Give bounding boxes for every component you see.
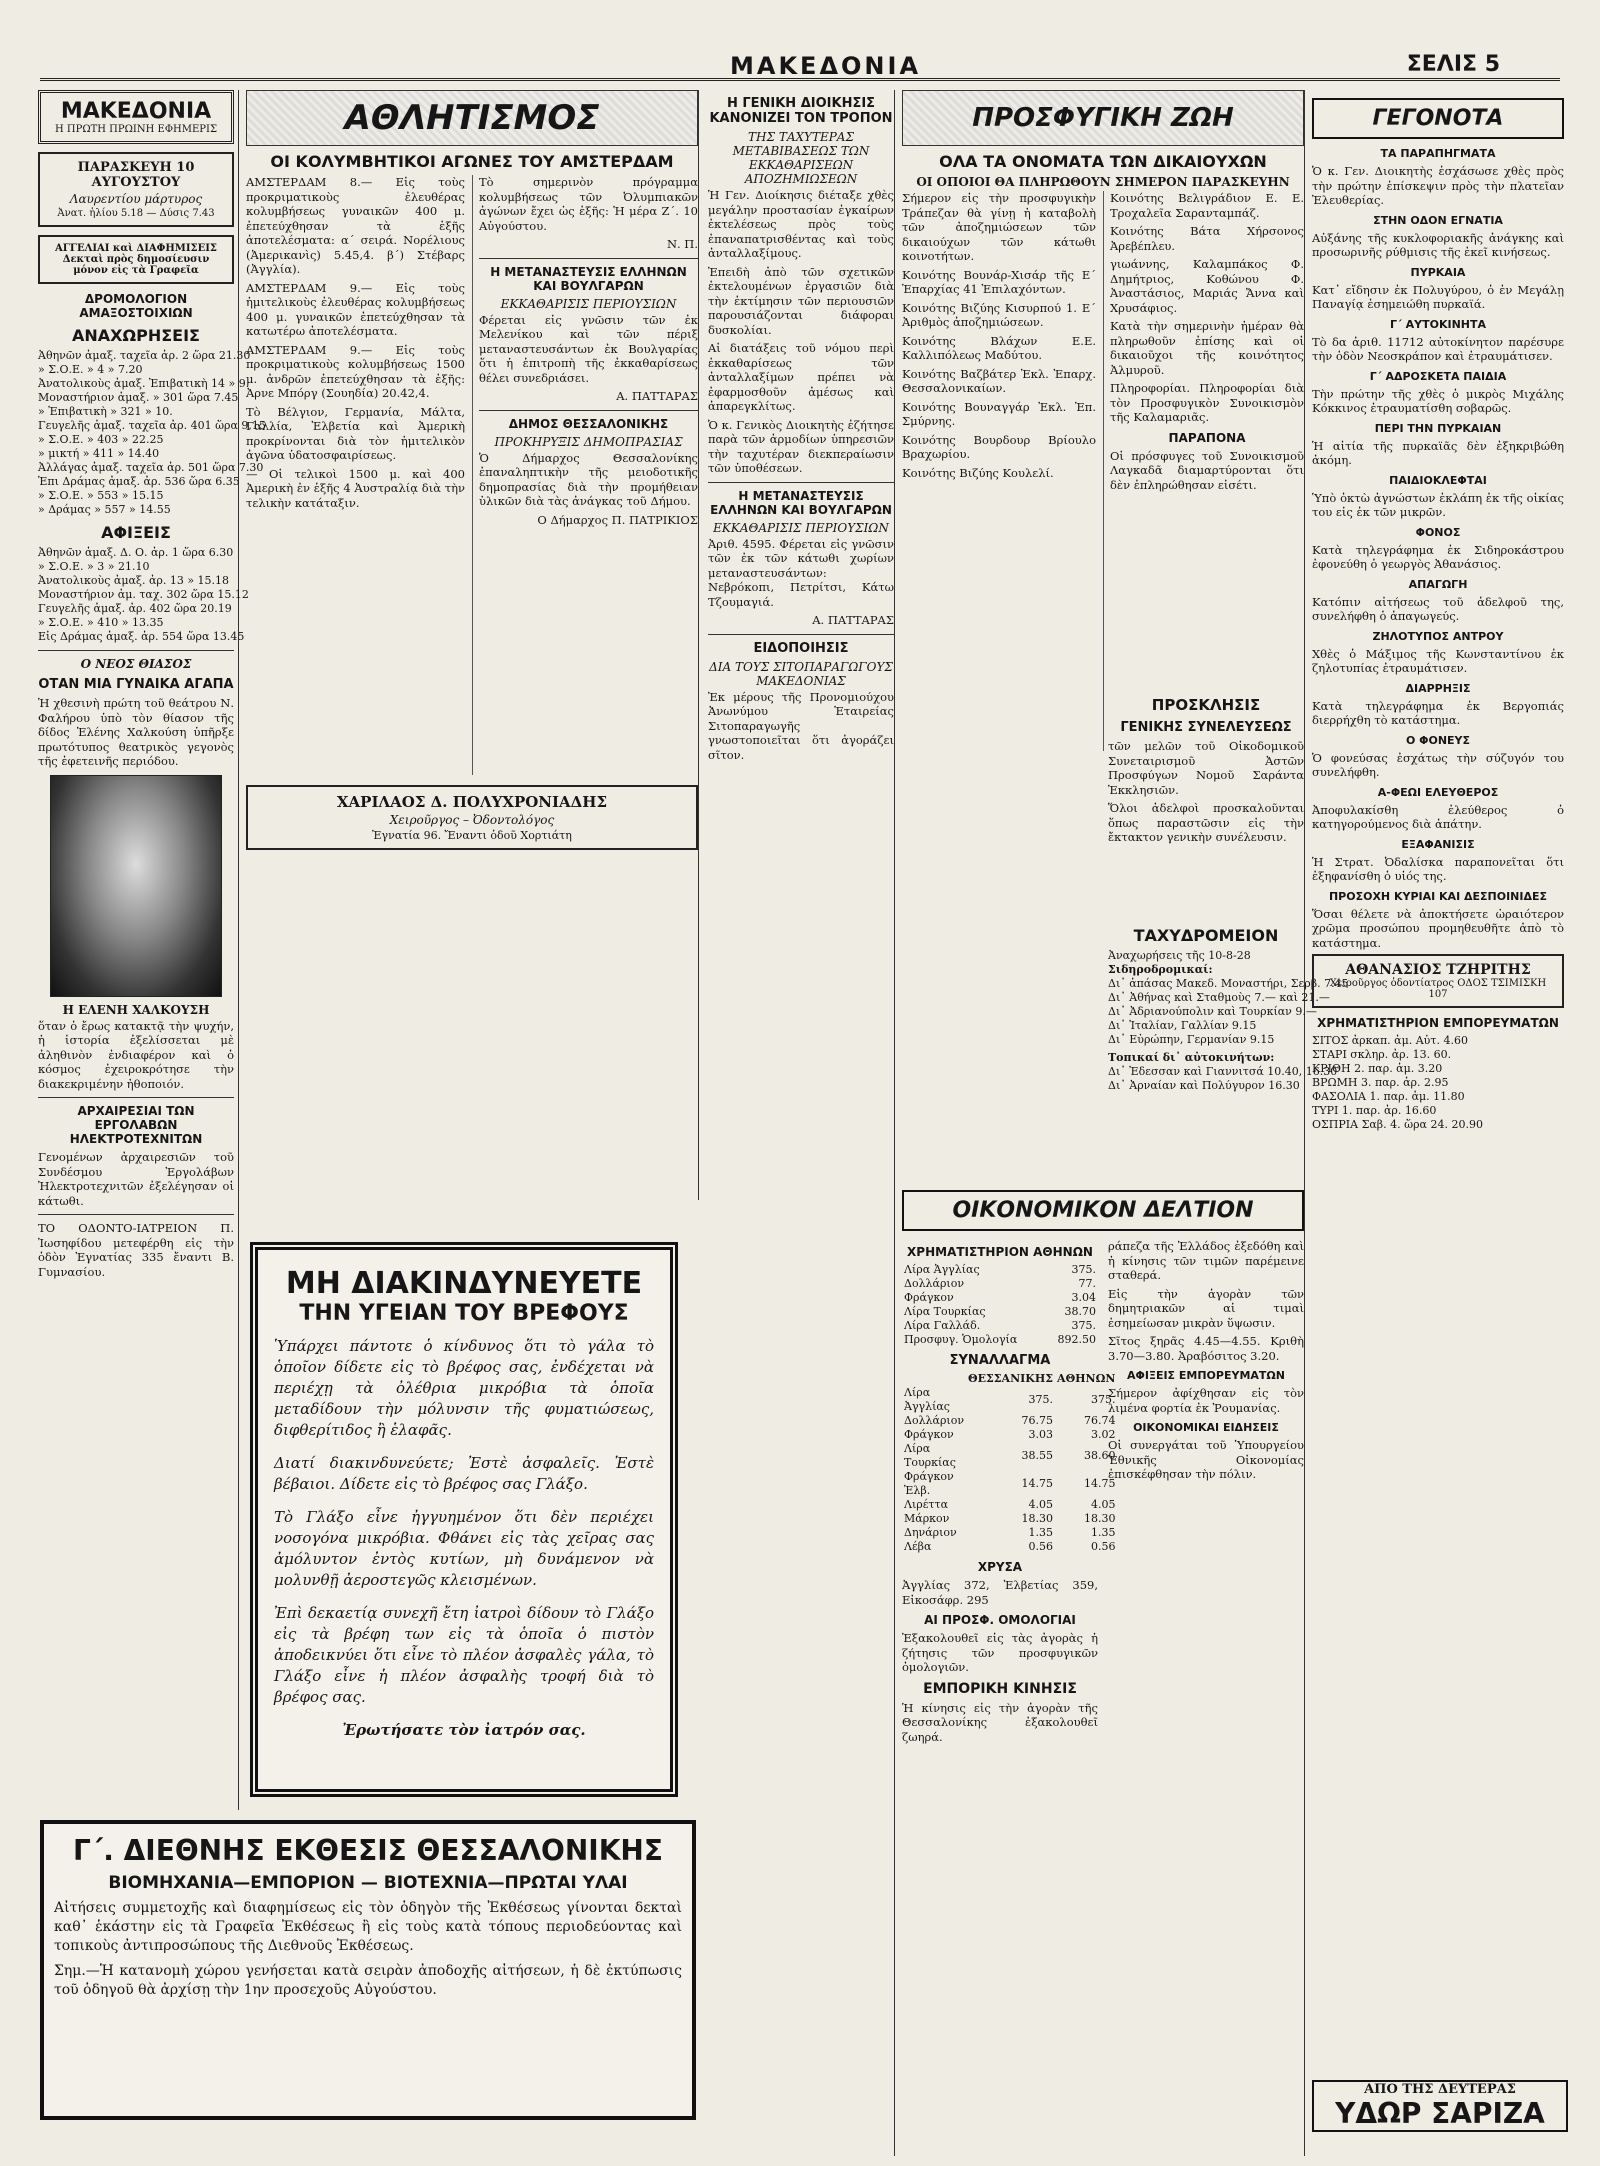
refugee-paragraph: Κοινότης Βιζύης Κουλελί. (902, 465, 1054, 480)
refugee-paragraph: Κοινότης Βουνάρ-Χισάρ τῆς Ε΄ Ἐπαρχίας 41 Ἐπιλαχόντων. (902, 267, 1096, 296)
exchange-row-cell: 38.60 (1083, 1449, 1116, 1462)
event-heading: ΠΑΙΔΙΟΚΛΕΦΤΑΙ (1389, 473, 1487, 487)
fx-row-cell: 38.70 (1064, 1305, 1096, 1318)
departure-line: Ἀθηνῶν ἀμαξ. ταχεῖα ἀρ. 2 ὥρα 21.30 (38, 349, 251, 362)
departure-line: » Δράμας » 557 » 14.55 (38, 503, 171, 516)
ad-title: ΜΗ ΔΙΑΚΙΝΔΥΝΕΥΕΤΕ (285, 1266, 643, 1301)
admin-paragraph: Ἐπειδὴ ἀπὸ τῶν σχετικῶν ἐκτελουμένων ἐργασιῶν διὰ τὴν ἐκτίμησιν τῶν περιουσιῶν παρουσιάζονται διάφοραι δυσκολίαι. (708, 264, 894, 337)
events-list (1312, 147, 1564, 884)
arrival-line: Εἰς Δράμας ἀμαξ. ἀρ. 554 ὥρα 13.45 (38, 630, 245, 643)
refugee-paragraph: Κοινότης Βελιγράδιον Ε. Ε. Τροχαλεῖα Σαρανταμπάζ. (1110, 191, 1304, 220)
exchange-row-cell: 0.56 (1090, 1540, 1116, 1553)
exchange-row (902, 1512, 1117, 1526)
departure-line: » Σ.Ο.Ε. » 403 » 22.25 (38, 433, 164, 446)
event-heading: ΣΤΗΝ ΟΔΟΝ ΕΓΝΑΤΙΑ (1373, 213, 1503, 227)
complaints-text: Οἱ πρόσφυγες τοῦ Συνοικισμοῦ Λαγκαδᾶ διαμαρτύρονται ὅτι δὲν ἐπληρώθησαν εἰσέτι. (1110, 448, 1304, 492)
water-ad-small: ΑΠΟ ΤΗΣ ΔΕΥΤΕΡΑΣ (1364, 2082, 1516, 2097)
ladies-title: ΠΡΟΣΟΧΗ ΚΥΡΙΑΙ ΚΑΙ ΔΕΣΠΟΙΝΙΔΕΣ (1328, 889, 1548, 903)
post-office-block (1108, 920, 1349, 1093)
post-line: Δι᾽ Εὐρώπην, Γερμανίαν 9.15 (1108, 1033, 1275, 1046)
economic-bulletin (902, 1182, 1304, 1748)
fx-title: ΧΡΗΜΑΤΙΣΤΗΡΙΟΝ ΑΘΗΝΩΝ (907, 1245, 1093, 1259)
departure-line: Ἐπι Δράμας ἀμαξ. ἀρ. 536 ὥρα 6.35 (38, 475, 240, 488)
expo-subtitle: ΒΙΟΜΗΧΑΝΙΑ—ΕΜΠΟΡΙΟΝ — ΒΙΟΤΕΧΝΙΑ—ΠΡΩΤΑΙ ΥΛΑΙ (108, 1873, 628, 1893)
sports-banner: ΑΘΛΗΤΙΣΜΟΣ (246, 90, 698, 146)
sports-paragraph: — Οἱ τελικοὶ 1500 μ. καὶ 400 Ἀμερικὴ ἐν ἑξῆς 4 Ἀυστραλίᾳ διὰ τὴν τελικὴν κατάταξιν. (246, 466, 465, 510)
event-text: Ἡ αἰτία τῆς πυρκαϊᾶς δὲν ἐξηκριβώθη ἀκόμη. (1312, 438, 1564, 467)
exchange-row-cell: 375. (1090, 1393, 1116, 1406)
fx-row-cell: Προσφυγ. Ὁμολογία (904, 1333, 1018, 1346)
notice-subtitle: ΔΙΑ ΤΟΥΣ ΣΙΤΟΠΑΡΑΓΩΓΟΥΣ ΜΑΚΕΔΟΝΙΑΣ (709, 659, 893, 688)
departure-line: Γευγελῆς ἀμαξ. ταχεῖα ἀρ. 401 ὥρα 9.15 (38, 419, 266, 432)
departure-line: Μοναστήριον ἀμαξ. » 301 ὥρα 7.45 (38, 391, 239, 404)
exchange-row-cell: Λιρέττα (904, 1498, 949, 1511)
economic-paragraph: Εἰς τὴν ἀγορὰν τῶν δημητριακῶν αἱ τιμαὶ ἐσημείωσαν μικρὰν ὕψωσιν. (1108, 1286, 1304, 1330)
doctor-description: Χειροῦργος – Ὀδοντολόγος (389, 813, 555, 827)
ad-paragraph: Ὑπάρχει πάντοτε ὁ κίνδυνος ὅτι τὸ γάλα τὸ ὁποῖον δίδετε εἰς τὸ βρέφος σας, ἐνδέχεται νὰ περιέχῃ τὰ ὀλέθρια μικρόβια τὰ ὁποῖα μεταδίδουν τὴν μόλυνσιν τῆς φυματιώσεως, διφθερίτιδος ἢ ἑλαφᾶς. (274, 1337, 654, 1439)
water-ad-big: ΥΔΩΡ ΣΑΡΙΖΑ (1335, 2097, 1545, 2130)
dentist-info: Χειροῦργος ὀδοντίατρος ΟΔΟΣ ΤΣΙΜΙΣΚΗ 107 (1329, 978, 1547, 1000)
arrivals-list (38, 546, 249, 644)
arrivals-heading: ΑΦΙΞΕΙΣ (101, 523, 171, 542)
fx-row (902, 1263, 1098, 1277)
imports-text: Σήμερον ἀφίχθησαν εἰς τὸν λιμένα φορτία ἐκ Ῥουμανίας. (1108, 1386, 1304, 1415)
post-title: ΤΑΧΥΔΡΟΜΕΙΟΝ (1133, 926, 1279, 945)
exchange-row-cell: Φράγκον Ἐλβ. (904, 1470, 954, 1497)
ads-note: ΑΓΓΕΛΙΑΙ καὶ ΔΙΑΦΗΜΙΣΕΙΣ Δεκταὶ πρὸς δημοσίευσιν μόνον εἰς τὰ Γραφεῖα (38, 235, 234, 284)
departure-line: Ἀνατολικοὺς ἀμαξ. Ἐπιβατικὴ 14 » 9. (38, 377, 250, 390)
exchange2-title: Η ΜΕΤΑΝΑΣΤΕΥΣΙΣ ΕΛΛΗΝΩΝ ΚΑΙ ΒΟΥΛΓΑΡΩΝ (710, 488, 892, 517)
column-4 (902, 90, 1349, 2156)
event-heading: ΠΕΡΙ ΤΗΝ ΠΥΡΚΑΙΑΝ (1374, 421, 1502, 435)
bonds-text: Ἐξακολουθεῖ εἰς τὰς ἀγορὰς ἡ ζήτησις τῶν προσφυγικῶν ὁμολογιῶν. (902, 1631, 1098, 1674)
exchange-row-cell: 38.55 (1021, 1449, 1054, 1462)
event-text: Αὐξάνης τῆς κυκλοφοριακῆς ἀνάγκης καὶ προσωρινῆς ρύθμισις τῆς ἐκεῖ κινήσεως. (1312, 230, 1564, 259)
event-heading: ΦΟΝΟΣ (1415, 525, 1461, 539)
post-line: Δι᾽ Ἀδριανούπολιν καὶ Τουρκίαν 9.— (1108, 1005, 1317, 1018)
fx-row (902, 1305, 1098, 1319)
admin-paragraph: Αἱ διατάξεις τοῦ νόμου περὶ ἐκκαθαρίσεως τῶν ἀνταλλαξίμων πρέπει νὰ ἐφαρμοσθοῦν ἀμέσως καὶ ἀπαρεγκλίτως. (708, 341, 894, 413)
departure-line: Ἀλλάγας ἀμαξ. ταχεῖα ἀρ. 501 ὥρα 7.30 (38, 461, 264, 474)
refugee-title: ΟΛΑ ΤΑ ΟΝΟΜΑΤΑ ΤΩΝ ΔΙΚΑΙΟΥΧΩΝ (939, 152, 1267, 171)
exchange-row-cell: 375. (1028, 1393, 1054, 1406)
exchange-row-cell: 1.35 (1028, 1526, 1054, 1539)
logo-title: ΜΑΚΕΔΟΝΙΑ (60, 99, 212, 124)
fx-row-cell: 375. (1071, 1319, 1096, 1332)
invitation-subtitle: ΓΕΝΙΚΗΣ ΣΥΝΕΛΕΥΣΕΩΣ (1120, 720, 1292, 735)
departure-line: » μικτή » 411 » 14.40 (38, 447, 160, 460)
admin-title: Η ΓΕΝΙΚΗ ΔΙΟΙΚΗΣΙΣ ΚΑΝΟΝΙΖΕΙ ΤΟΝ ΤΡΟΠΟΝ (709, 96, 893, 126)
exchange-row-cell: Λίρα Ἀγγλίας (904, 1386, 950, 1413)
refugee-paragraph: Κοινότης Βουναγγάρ Ἐκλ. Ἐπ. Σμύρνης. (902, 399, 1096, 428)
admin-paragraph: Ὁ κ. Γενικὸς Διοικητὴς ἐζήτησε παρὰ τῶν ἁρμοδίων ὑπηρεσιῶν τὴν ταχυτέραν διεκπεραίωσιν τῶν ὑποθέσεων. (708, 417, 894, 475)
market-line: ΤΥΡΙ 1. παρ. ἀρ. 16.60 (1312, 1104, 1437, 1117)
fx-row-cell: 375. (1071, 1263, 1096, 1276)
dentist-ad (1312, 954, 1564, 1008)
notice-text: Ἐκ μέρους τῆς Προνομιούχου Ἀνωνύμου Ἑταιρείας Σιτοπαραγωγῆς γνωστοποιεῖται ὅτι ἀγοράζει σῖτον. (708, 689, 894, 762)
refugee-paragraph: Κοινότης Βαζβάτερ Ἐκλ. Ἐπαρχ. Θεσσαλονικαίων. (902, 366, 1096, 395)
post-date: Ἀναχωρήσεις τῆς 10-8-28 (1108, 949, 1251, 962)
theatre-text-continued: ὅταν ὁ ἔρως κατακτᾷ τὴν ψυχήν, ἡ ἱστορία ἐξελίσσεται μὲ ἀληθινὸν ἐνδιαφέρον καὶ ὁ κόσμος ἐχειροκρότησε τὴν διακεκριμένην ἠθοποιόν. (38, 1018, 234, 1091)
exchange-row-cell: Φράγκον (904, 1428, 954, 1441)
auto-line: Δι᾽ Ἀρναίαν καὶ Πολύγυρον 16.30 (1108, 1079, 1300, 1092)
theatre-text: Ἡ χθεσινὴ πρώτη τοῦ θεάτρου Ν. Φαλήρου ὑπὸ τὸν θίασον τῆς δίδος Ἑλένης Χαλκούση ὑπῆρξε πρωτότυπος θεατρικὸς γεγονὸς τῆς ἐφετεινῆς περιόδου. (38, 696, 234, 768)
exchange-row-cell: 18.30 (1021, 1512, 1054, 1525)
exchange-row (902, 1442, 1117, 1470)
exchange-subtitle: ΕΚΚΑΘΑΡΙΣΙΣ ΠΕΡΙΟΥΣΙΩΝ (500, 296, 677, 311)
exchange2-subtitle: ΕΚΚΑΘΑΡΙΣΙΣ ΠΕΡΙΟΥΣΙΩΝ (713, 520, 889, 535)
arrival-line: Ἀνατολικοὺς ἀμαξ. ἀρ. 13 » 15.18 (38, 574, 230, 587)
market-line: ΣΙΤΟΣ ἀρκαπ. ἀμ. Αὐτ. 4.60 (1312, 1034, 1468, 1047)
refugee-article (902, 191, 1304, 751)
fx-row-cell: 77. (1078, 1277, 1096, 1290)
event-text: Κατὰ τηλεγράφημα ἐκ Σιδηροκάστρου ἐφονεύθη ὁ γεωργὸς Ἀθανάσιος. (1312, 542, 1564, 571)
arrival-line: » Σ.Ο.Ε. » 3 » 21.10 (38, 560, 150, 573)
departure-line: » Ἐπιβατικὴ » 321 » 10. (38, 405, 173, 418)
bonds-title: ΑΙ ΠΡΟΣΦ. ΟΜΟΛΟΓΙΑΙ (924, 1613, 1076, 1627)
gold-text: Ἀγγλίας 372, Ἐλβετίας 359, Εἰκοσάφρ. 295 (902, 1578, 1098, 1607)
market-line: ΒΡΩΜΗ 3. παρ. ἀρ. 2.95 (1312, 1076, 1449, 1089)
departure-line: » Σ.Ο.Ε. » 553 » 15.15 (38, 489, 164, 502)
sports-paragraph: Τὸ Βέλγιον, Γερμανία, Μάλτα, Γαλλία, Ἐλβετία καὶ Ἀμερικὴ προκρίνονται διὰ τὸν ἡμιτελικὸν ἀγῶνα ὑδατοσφαιρίσεως. (246, 404, 465, 462)
auto-title: Τοπικαί δι᾽ αὐτοκινήτων: (1108, 1051, 1275, 1064)
event-text: Χθὲς ὁ Μάξιμος τῆς Κωνσταντίνου ἐκ ζηλοτυπίας ἐτραυμάτισεν. (1312, 646, 1564, 675)
trade-text: Ἡ κίνησις εἰς τὴν ἀγορὰν τῆς Θεσσαλονίκης ἐξακολουθεῖ ζωηρά. (902, 1700, 1098, 1744)
fx-row-cell: Δολλάριον (904, 1277, 965, 1290)
arrival-line: » Σ.Ο.Ε. » 410 » 13.35 (38, 616, 164, 629)
municipal-subtitle: ΠΡΟΚΗΡΥΞΙΣ ΔΗΜΟΠΡΑΣΙΑΣ (494, 434, 683, 449)
market-list (1312, 1034, 1564, 1132)
municipal-title: ΔΗΜΟΣ ΘΕΣΣΑΛΟΝΙΚΗΣ (508, 416, 669, 431)
exchange-row-cell: 14.75 (1021, 1477, 1054, 1490)
elections-text: Γενομένων ἀρχαιρεσιῶν τοῦ Συνδέσμου Ἐργολάβων Ἠλεκτροτεχνιτῶν ἐξελέγησαν οἱ κάτωθι. (38, 1150, 234, 1208)
fx-row-cell: 892.50 (1057, 1333, 1096, 1346)
ad-closing: Ἐρωτήσατε τὸν ἰατρόν σας. (342, 1721, 586, 1739)
event-text: Κατ᾽ εἴδησιν ἐκ Πολυγύρου, ὁ ἐν Μεγάλῃ Παναγίᾳ ἐσημειώθη πυρκαϊά. (1312, 282, 1564, 311)
exchange-text: Φέρεται εἰς γνῶσιν τῶν ἐκ Μελενίκου καὶ τῶν πέριξ μεταναστευσάντων ἐκ Βουλγαρίας ὅτι ἡ ἐπιτροπὴ τῆς ἐκκαθαρίσεως θέλει συνεδριάσει. (479, 312, 698, 385)
economic-left (902, 1239, 1116, 1748)
exchange-row-cell: 4.05 (1028, 1498, 1054, 1511)
economic-paragraph: Σῖτος ξηρᾶς 4.45—4.55. Κριθὴ 3.70—3.80. Ἀραβόσιτος 3.20. (1108, 1334, 1304, 1363)
dentist-name: ΑΘΑΝΑΣΙΟΣ ΤΖΗΡΙΤΗΣ (1345, 962, 1531, 978)
exchange2-text: Ἀριθ. 4595. Φέρεται εἰς γνῶσιν τῶν ἐκ τῶν κάτωθι χωρίων μεταναστευσάντων: Νεβρόκοπι, Πετρίτσι, Κάτω Τζουμαγιά. (708, 536, 894, 609)
fx-row-cell: Λίρα Γαλλάδ. (904, 1319, 981, 1332)
exchange-row (902, 1414, 1117, 1428)
event-text: Ὑπὸ ὀκτὼ ἀγνώστων ἐκλάπη ἐκ τῆς οἰκίας του εἰς ἐκ τῶν μικρῶν. (1312, 490, 1564, 519)
theatre-label: Ο ΝΕΟΣ ΘΙΑΣΟΣ (80, 657, 192, 671)
refugee-paragraph: Κοινότης Βουρδουρ Βρίουλο Βραχωρίου. (902, 432, 1096, 461)
sun-times: Ἀνατ. ἡλίου 5.18 — Δύσις 7.43 (57, 208, 215, 219)
fx-row-cell: Λίρα Ἀγγλίας (904, 1263, 980, 1276)
event-text: Ὁ φονεύσας ἐσχάτως τὴν σύζυγόν του συνελήφθη. (1312, 750, 1564, 779)
auto-line: Δι᾽ Ἐδεσσαν καὶ Γιαννιτσά 10.40, 16.30 (1108, 1065, 1338, 1078)
events-banner: ΓΕΓΟΝΟΤΑ (1312, 98, 1564, 139)
exchange-row-cell: Δηνάριον (904, 1526, 957, 1539)
ladies-text: Ὅσαι θέλετε νὰ ἀποκτήσετε ὡραιότερον χρῶμα προσώπου προμηθευθῆτε ἀπὸ τὸ κατάστημα. (1312, 906, 1564, 950)
event-text: Κατόπιν αἰτήσεως τοῦ ἀδελφοῦ της, συνελήφθη ὁ ἀπαγωγεύς. (1312, 594, 1564, 623)
expo-title: Γ΄. ΔΙΕΘΝΗΣ ΕΚΘΕΣΙΣ ΘΕΣΣΑΛΟΝΙΚΗΣ (73, 1834, 663, 1867)
event-text: Τὴν πρώτην τῆς χθὲς ὁ μικρὸς Μιχάλης Κόκκινος ἐτραυματίσθη σοβαρῶς. (1312, 386, 1564, 415)
invitation-title: ΠΡΟΣΚΛΗΣΙΣ (1151, 696, 1261, 714)
elections-heading: ΑΡΧΑΙΡΕΣΙΑΙ ΤΩΝ ΕΡΓΟΛΑΒΩΝ ΗΛΕΚΤΡΟΤΕΧΝΙΤΩΝ (69, 1104, 203, 1146)
exchange-row-cell: Λέβα (904, 1540, 932, 1553)
exchange-rates-table (902, 1372, 1117, 1554)
event-heading: Α-ΦΕΩΙ ΕΛΕΥΘΕΡΟΣ (1377, 785, 1499, 799)
event-text: Ἡ Στρατ. Ὀδαλίσκα παραπονεῖται ὅτι ἐξηφανίσθη ὁ υἱός της. (1312, 854, 1564, 883)
timetable-heading: ΔΡΟΜΟΛΟΓΙΟΝ ΑΜΑΞΟΣΤΟΙΧΙΩΝ (79, 292, 193, 320)
event-heading: ΤΑ ΠΑΡΑΠΗΓΜΑΤΑ (1380, 147, 1496, 160)
date-box (38, 152, 234, 227)
sports-author: Ν. Π. (666, 237, 698, 251)
exchange-row (902, 1526, 1117, 1540)
refugee-paragraph: Κοινότης Βλάχων Ε.Ε. Καλλιπόλεως Μαδύτου. (902, 333, 1096, 362)
municipal-signature: Ο Δήμαρχος Π. ΠΑΤΡΙΚΙΟΣ (537, 512, 698, 527)
event-text: Ἀποφυλακίσθη ἐλεύθερος ὁ κατηγορούμενος διὰ ἀπάτην. (1312, 802, 1564, 831)
exchange-row (902, 1470, 1117, 1498)
event-text: Κατὰ τηλεγράφημα ἐκ Βεργοπιάς διερρήχθη τὸ κατάστημα. (1312, 698, 1564, 727)
exchange-header-row (902, 1372, 1117, 1386)
exchange-row (902, 1540, 1117, 1554)
exchange-row (902, 1428, 1117, 1442)
exchange-row-cell: 3.02 (1090, 1428, 1116, 1441)
economic-news-title: ΟΙΚΟΝΟΜΙΚΑΙ ΕΙΔΗΣΕΙΣ (1133, 1421, 1279, 1434)
refugee-subtitle: ΟΙ ΟΠΟΙΟΙ ΘΑ ΠΛΗΡΩΘΟΥΝ ΣΗΜΕΡΟΝ ΠΑΡΑΣΚΕΥΗΝ (916, 175, 1290, 189)
event-heading: ΖΗΛΟΤΥΠΟΣ ΑΝΤΡΟΥ (1372, 629, 1504, 643)
expo-paragraph: Αἰτήσεις συμμετοχῆς καὶ διαφημίσεως εἰς τὸν ὁδηγὸν τῆς Ἐκθέσεως γίνονται δεκταὶ καθ᾽ ἑκάστην εἰς τὰ Γραφεῖα Ἐκθέσεως ἢ εἰς τοὺς κατὰ τόπους περιοδεύοντας καὶ τοπικοὺς ἀντιπροσώπους τῆς Διεθνοῦς Ἐκθέσεως. (54, 1900, 682, 1954)
logo-subtitle: Η ΠΡΩΤΗ ΠΡΩΙΝΗ ΕΦΗΜΕΡΙΣ (54, 124, 218, 135)
refugee-paragraph: γιωάννης, Καλαμπάκος Φ. Δημήτριος, Κοθώνου Φ. Ἀναστάσιος, Μαριάς Ἄννα καὶ Χρυσάφιος. (1110, 257, 1304, 315)
fx-row (902, 1319, 1098, 1333)
invitation-block (1108, 690, 1304, 849)
admin-paragraph: Ἡ Γεν. Διοίκησις διέταξε χθὲς μεγάλην προστασίαν ἐγκαίρων ἐκτελέσεως πρὸς τοὺς ἐπαναπατρισθέντας καὶ τοὺς ἀνταλλαξίμους. (708, 188, 894, 260)
exchange-title: Η ΜΕΤΑΝΑΣΤΕΥΣΙΣ ΕΛΛΗΝΩΝ ΚΑΙ ΒΟΥΛΓΑΡΩΝ (490, 264, 687, 293)
baby-milk-ad (250, 1242, 678, 1797)
exchange-row-cell: Δολλάριον (904, 1414, 965, 1427)
imports-title: ΑΦΙΞΕΙΣ ΕΜΠΟΡΕΥΜΑΤΩΝ (1127, 1369, 1285, 1382)
gold-title: ΧΡΥΣΑ (977, 1560, 1023, 1574)
exchange-row-cell: 76.75 (1021, 1414, 1054, 1427)
ad-paragraph: Διατί διακινδυνεύετε; Ἐστὲ ἀσφαλεῖς. Ἐστὲ βέβαιοι. Δίδετε εἰς τὸ βρέφος σας Γλάξο. (274, 1454, 654, 1493)
exchange-row-cell: 14.75 (1083, 1477, 1116, 1490)
fx-row (902, 1277, 1098, 1291)
actress-photo (50, 775, 222, 997)
economic-paragraph: ράπεζα τῆς Ἑλλάδος ἐξεδόθη καὶ ἡ κίνησις τῶν τιμῶν παρέμεινε σταθερά. (1108, 1239, 1304, 1282)
exchange-row-cell: 0.56 (1028, 1540, 1054, 1553)
invitation-description: τῶν μελῶν τοῦ Οἰκοδομικοῦ Συνεταιρισμοῦ Ἀστῶν Προσφύγων Νομοῦ Σαράντα Ἐκκλησιῶν. (1108, 739, 1304, 797)
exchange-row-cell: 76.74 (1083, 1414, 1116, 1427)
sports-article (246, 175, 698, 775)
fx-row-cell: Λίρα Τουρκίας (904, 1305, 986, 1318)
fx-row-cell: 3.04 (1071, 1291, 1096, 1304)
event-heading: Ο ΦΟΝΕΥΣ (1405, 733, 1471, 747)
arrival-line: Γευγελῆς ἀμαξ. ἀρ. 402 ὥρα 20.19 (38, 602, 232, 615)
exchange-row-cell: 1.35 (1090, 1526, 1116, 1539)
column-3 (708, 90, 895, 2156)
market-line: ΣΤΑΡΙ σκληρ. ἀρ. 13. 60. (1312, 1048, 1452, 1061)
event-heading: Γ΄ ΑΥΤΟΚΙΝΗΤΑ (1389, 317, 1487, 331)
exchange-rates-title: ΣΥΝΑΛΛΑΓΜΑ (949, 1353, 1051, 1368)
event-text: Ὁ κ. Γεν. Διοικητὴς ἐσχάσωσε χθὲς πρὸς τὴν πρώτην ἐπίσκεψιν πρὸς τὴν πλατεῖαν Ἐλευθερίας. (1312, 164, 1564, 207)
event-heading: ΕΞΑΦΑΝΙΣΙΣ (1401, 837, 1475, 851)
paper-logo (38, 90, 234, 144)
departures-heading: ΑΝΑΧΩΡΗΣΕΙΣ (72, 326, 200, 345)
complaints-title: ΠΑΡΑΠΟΝΑ (1168, 430, 1246, 445)
economic-news-text: Οἱ συνεργάται τοῦ Ὑπουργείου Ἐθνικῆς Οἰκονομίας ἐπισκέφθησαν τὴν πόλιν. (1108, 1438, 1304, 1481)
post-line: Δι᾽ Ἰταλίαν, Γαλλίαν 9.15 (1108, 1019, 1257, 1032)
exchange-signature: Α. ΠΑΤΤΑΡΑΣ (616, 389, 698, 403)
arrival-line: Μοναστήριον ἀμ. ταχ. 302 ὥρα 15.12 (38, 588, 249, 601)
fx-row (902, 1333, 1098, 1347)
masthead-title: ΜΑΚΕΔΟΝΙΑ (730, 52, 922, 80)
exchange-row-cell: 3.03 (1028, 1428, 1054, 1441)
trade-title: ΕΜΠΟΡΙΚΗ ΚΙΝΗΣΙΣ (923, 1680, 1077, 1697)
market-line: ΦΑΣΟΛΙΑ 1. παρ. ἀμ. 11.80 (1312, 1090, 1465, 1103)
doctor-address: Ἐγνατία 96. Ἔναντι ὁδοῦ Χορτιάτη (372, 829, 572, 842)
post-line: Δι᾽ Ἀθήνας καὶ Σταθμοὺς 7.— καὶ 21.— (1108, 991, 1330, 1004)
municipal-text: Ὁ Δήμαρχος Θεσσαλονίκης ἐπαναληπτικὴν τῆς μειοδοτικῆς δημοπρασίας διὰ τὴν προμήθειαν ὑλικῶν διὰ τὰς ἀνάγκας τοῦ Δήμου. (479, 450, 698, 508)
refugee-paragraph: Κατὰ τὴν σημερινὴν ἡμέραν θὰ πληρωθοῦν ἐπίσης καὶ οἱ δικαιοῦχοι τῆς κοινότητος Ἀλμυροῦ. (1110, 319, 1304, 377)
sports-title: ΟΙ ΚΟΛΥΜΒΗΤΙΚΟΙ ΑΓΩΝΕΣ ΤΟΥ ΑΜΣΤΕΡΔΑΜ (270, 152, 674, 171)
doctor-ad (246, 785, 698, 850)
theatre-title: ΟΤΑΝ ΜΙΑ ΓΥΝΑΙΚΑ ΑΓΑΠΑ (38, 677, 234, 692)
auto-list (1108, 1065, 1338, 1093)
exchange-row-cell: 4.05 (1090, 1498, 1116, 1511)
refugee-paragraph: Κοινότης Βάτα Χήρσονος Ἀρεβέπλευ. (1110, 224, 1304, 253)
expo-ad (40, 1820, 696, 2120)
fx-row (902, 1291, 1098, 1305)
exchange-row (902, 1386, 1117, 1414)
page-number: ΣΕΛΙΣ 5 (1406, 52, 1500, 77)
sports-paragraph: ΑΜΣΤΕΡΔΑΜ 9.— Εἰς τοὺς προκριματικοὺς κολυμβήσεως 1500 μ. ἀνδρῶν ἐπετεύχθησαν τὰ ἑξῆς: Ἀρνε Μπόργ (Σουηδία) 20.42,4. (246, 342, 465, 400)
fx-row-cell: Φράγκον (904, 1291, 954, 1304)
notice-title: ΕΙΔΟΠΟΙΗΣΙΣ (753, 640, 849, 656)
exchange-header-cell: ΘΕΣΣΑΝΙΚΗΣ (968, 1372, 1054, 1385)
event-heading: ΑΠΑΓΩΓΗ (1408, 577, 1468, 591)
arrival-line: Ἀθηνῶν ἀμαξ. Δ. Ο. ἀρ. 1 ὥρα 6.30 (38, 546, 234, 559)
dental-notice: ΤΟ ΟΔΟΝΤΟ-ΙΑΤΡΕΙΟΝ Π. Ἰωσηφίδου μετεφέρθη εἰς τὴν ὁδὸν Ἐγνατίας 335 ἔναντι Β. Γυμνασίου. (38, 1221, 234, 1279)
ad-subtitle: ΤΗΝ ΥΓΕΙΑΝ ΤΟΥ ΒΡΕΦΟΥΣ (299, 1301, 629, 1326)
event-heading: ΔΙΑΡΡΗΞΙΣ (1405, 681, 1471, 695)
doctor-name: ΧΑΡΙΛΑΟΣ Δ. ΠΟΛΥΧΡΟΝΙΑΔΗΣ (336, 793, 608, 811)
exchange-header-cell: ΑΘΗΝΩΝ (1057, 1372, 1116, 1385)
refugee-life-banner: ΠΡΟΣΦΥΓΙΚΗ ΖΩΗ (902, 90, 1304, 146)
post-list (1108, 977, 1349, 1047)
economic-banner: ΟΙΚΟΝΟΜΙΚΟΝ ΔΕΛΤΙΟΝ (902, 1190, 1304, 1231)
column-5 (1312, 90, 1564, 2156)
column-1 (38, 90, 266, 1810)
refugee-paragraph: Κοινότης Βιζύης Κισυρπού 1. Ε΄ Ἀριθμὸς ἀποζημιώσεων. (902, 300, 1096, 329)
refugee-paragraph: Σήμερον εἰς τὴν προσφυγικὴν Τράπεζαν θὰ γίνῃ ἡ καταβολὴ τῶν ἀποζημιώσεων τῶν δικαιούχων τῶν κάτωθι κοινοτήτων. (902, 191, 1096, 263)
event-text: Τὸ δα ἀριθ. 11712 αὐτοκίνητον παρέσυρε τὴν ὁδὸν Νεοσκράπον καὶ ἐτραυμάτισεν. (1312, 334, 1564, 363)
expo-note: Σημ.—Ἡ κατανομὴ χώρου γενήσεται κατὰ σειρὰν ἀποδοχῆς αἰτήσεων, ἡ δὲ ἐκτύπωσις τοῦ ὁδηγοῦ θὰ ἀρχίσῃ τὴν 1ην προσεχοῦς Αὐγούστου. (54, 1963, 682, 1998)
market-line: ΚΡΙΘΗ 2. παρ. ἀμ. 3.20 (1312, 1062, 1443, 1075)
date-line: ΠΑΡΑΣΚΕΥΗ 10 ΑΥΓΟΥΣΤΟΥ (77, 160, 195, 190)
sports-paragraph: Τὸ σημερινὸν πρόγραμμα κολυμβήσεως τῶν Ὀλυμπιακῶν ἀγώνων ἔχει ὡς ἑξῆς: Ἡ μέρα Ζ΄. 10 Αὐγούστου. (479, 175, 698, 233)
exchange-header-cell (902, 1372, 966, 1386)
economic-right (1108, 1239, 1304, 1748)
exchange-row (902, 1498, 1117, 1512)
exchange-row-cell: 18.30 (1083, 1512, 1116, 1525)
column-2 (246, 90, 699, 1200)
departures-list (38, 349, 266, 517)
masthead (40, 52, 1560, 81)
event-heading: ΠΥΡΚΑΙΑ (1410, 265, 1466, 279)
event-heading: Γ΄ ΑΔΡΟΣΚΕΤΑ ΠΑΙΔΙΑ (1369, 369, 1507, 383)
water-ad (1312, 2080, 1568, 2132)
departure-line: » Σ.Ο.Ε. » 4 » 7.20 (38, 363, 143, 376)
saint-name: Λαυρεντίου μάρτυρος (69, 192, 203, 206)
market-line: ΟΣΠΡΙΑ Σαβ. 4. ὥρα 24. 20.90 (1312, 1118, 1483, 1131)
sports-paragraph: ΑΜΣΤΕΡΔΑΜ 9.— Εἰς τοὺς ἡμιτελικοὺς ἐλευθέρας κολυμβήσεως 400 μ. γυναικῶν ἐπετεύχθησαν τὰ κατωτέρω ἀποτελέσματα. (246, 280, 465, 338)
post-line: Δι᾽ ἀπάσας Μακεδ. Μοναστήρι, Σερβ. 7.45 (1108, 977, 1349, 990)
ad-paragraph: Τὸ Γλάξο εἶνε ἠγγυημένον ὅτι δὲν περιέχει νοσογόνα μικρόβια. Φθάνει εἰς τὰς χεῖρας σας ἀμόλυντον ἐντὸς κυτίων, μὴ δυνάμενον νὰ μολυνθῇ ἀεροστεγῶς κλεισμένων. (274, 1508, 654, 1589)
exchange2-signature: Α. ΠΑΤΤΑΡΑΣ (812, 613, 894, 627)
market-title: ΧΡΗΜΑΤΙΣΤΗΡΙΟΝ ΕΜΠΟΡΕΥΜΑΤΩΝ (1317, 1016, 1559, 1030)
ad-paragraph: Ἐπὶ δεκαετίᾳ συνεχῆ ἔτη ἰατροὶ δίδουν τὸ Γλάξο εἰς τὰ βρέφη των εἰς τὰ ὁποῖα ὁ πιστὸν ἀποδεικνύει ὅτι εἶνε τὸ πλέον ἀσφαλὲς γάλα, τὸ Γλάξο εἶνε ἡ πλέον ἀσφαλὴς τροφή διὰ τὸ βρέφος σας. (274, 1604, 654, 1706)
post-subtitle: Σιδηροδρομικαί: (1108, 963, 1213, 976)
exchange-row-cell: Μάρκον (904, 1512, 950, 1525)
admin-subtitle: ΤΗΣ ΤΑΧΥΤΕΡΑΣ ΜΕΤΑΒΙΒΑΣΕΩΣ ΤΩΝ ΕΚΚΑΘΑΡΙΣΕΩΝ ΑΠΟΖΗΜΙΩΣΕΩΝ (732, 130, 870, 186)
photo-caption: Η ΕΛΕΝΗ ΧΑΛΚΟΥΣΗ (62, 1002, 210, 1017)
refugee-paragraph: Πληροφορίαι. Πληροφορίαι διὰ τὸν Προσφυγικὸν Συνοικισμὸν τῆς Καλαμαριᾶς. (1110, 381, 1304, 424)
fx-table (902, 1263, 1098, 1347)
exchange-row-cell: Λίρα Τουρκίας (904, 1442, 956, 1469)
sports-paragraph: ΑΜΣΤΕΡΔΑΜ 8.— Εἰς τοὺς προκριματικοὺς ἐλευθέρας κολυμβήσεως γυναικῶν 400 μ. ἐπετεύχθησαν τὰ ἑξῆς ἀποτελέσματα: α΄ σειρά. Νορέλιους (Ἀμερικανὶς) 5.45,4. β΄) Στέβαρς (Ἀγγλία). (246, 175, 465, 276)
invitation-text: Ὅλοι ἀδελφοὶ προσκαλοῦνται ὅπως παραστῶσιν εἰς τὴν ἔκτακτον γενικὴν συνέλευσιν. (1108, 801, 1304, 844)
